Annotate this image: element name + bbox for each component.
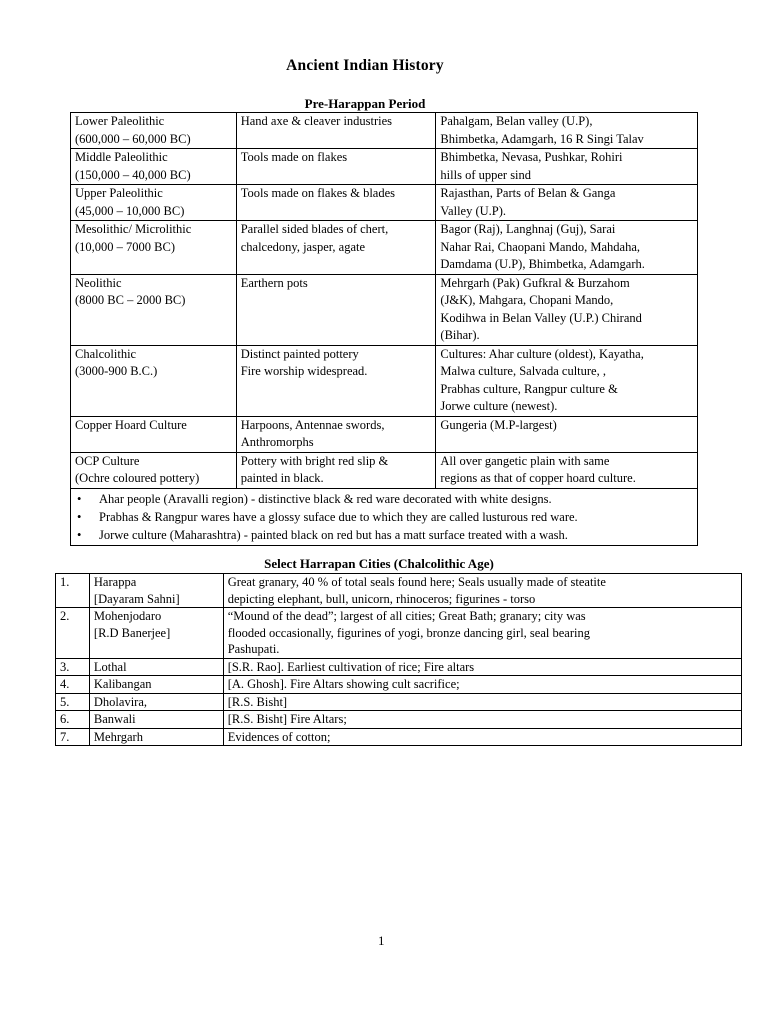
tools-cell [236, 345, 436, 416]
sites-text: (Bihar). [440, 328, 480, 342]
details-cell [223, 574, 741, 608]
period-text: (45,000 – 10,000 BC) [75, 203, 185, 218]
details-text: [A. Ghosh]. Fire Altars showing cult sacrifice; [227, 677, 460, 691]
note-item [75, 526, 693, 544]
note-text: Jorwe culture (Maharashtra) - painted black on red but has a matt surface treated with a wash. [99, 527, 568, 542]
details-text: Great granary, 40 % of total seals found here; Seals usually made of steatite [227, 575, 606, 589]
sites-text: All over gangetic plain with same [440, 453, 610, 468]
details-cell [223, 693, 741, 711]
tools-cell [236, 416, 436, 452]
tools-cell [236, 185, 436, 221]
tools-cell [236, 221, 436, 275]
sites-text: Nahar Rai, Chaopani Mando, Mahdaha, [440, 239, 641, 254]
period-text: (3000-900 B.C.) [75, 364, 158, 378]
city-cell [89, 711, 223, 729]
sites-text: Kodihwa in Belan Valley (U.P.) Chirand [440, 310, 642, 325]
city-text: [Dayaram Sahni] [93, 591, 180, 606]
period-text: Lower Paleolithic [75, 114, 165, 128]
sites-cell [436, 452, 698, 488]
note-text: Ahar people (Aravalli region) - distinctive black & red ware decorated with white designs. [99, 491, 552, 506]
tools-text: Earthern pots [240, 275, 308, 290]
details-text: [R.S. Bisht] Fire Altars; [227, 712, 347, 726]
note-item [75, 490, 693, 508]
pre-harappan-heading: Pre-Harappan Period [304, 96, 426, 111]
table-row [56, 711, 742, 729]
sites-cell [436, 416, 698, 452]
number-cell: 6. [56, 711, 90, 729]
sites-text: Bagor (Raj), Langhnaj (Guj), Sarai [440, 222, 616, 236]
details-text: [R.S. Bisht] [227, 694, 288, 709]
tools-text: Parallel sided blades of chert, [240, 222, 389, 236]
table-row [71, 149, 698, 185]
table-row [56, 608, 742, 659]
details-text: Pashupati. [227, 642, 280, 656]
city-cell [89, 574, 223, 608]
period-text: Mesolithic/ Microlithic [75, 222, 192, 236]
period-text: (600,000 – 60,000 BC) [75, 131, 191, 146]
sites-text: Jorwe culture (newest). [440, 399, 558, 413]
pre-harappan-table-body [71, 113, 698, 546]
harappan-cities-table [55, 573, 742, 746]
note-text: Prabhas & Rangpur wares have a glossy suface due to which they are called lusturous red ware. [99, 509, 578, 524]
tools-text: Tools made on flakes [240, 150, 348, 164]
tools-cell [236, 452, 436, 488]
sites-text: Cultures: Ahar culture (oldest), Kayatha, [440, 346, 644, 361]
period-cell [71, 221, 237, 275]
tools-text: Harpoons, Antennae swords, [240, 417, 385, 432]
details-text: flooded occasionally, figurines of yogi, bronze dancing girl, seal bearing [227, 625, 590, 640]
city-cell [89, 728, 223, 746]
table-row [56, 693, 742, 711]
sites-text: Rajasthan, Parts of Belan & Ganga [440, 186, 616, 200]
period-text: Neolithic [75, 275, 122, 290]
tools-text: Anthromorphs [240, 435, 314, 449]
period-cell [71, 345, 237, 416]
notes-row [71, 488, 698, 545]
table-row [71, 221, 698, 275]
tools-text: Fire worship widespread. [240, 364, 368, 378]
table-row [56, 728, 742, 746]
bullet-icon: • [77, 491, 82, 506]
period-cell [71, 416, 237, 452]
period-cell [71, 274, 237, 345]
bullet-icon: • [77, 509, 82, 524]
city-cell [89, 608, 223, 659]
sites-cell [436, 274, 698, 345]
table-row [71, 452, 698, 488]
city-text: Kalibangan [93, 677, 152, 691]
sites-text: regions as that of copper hoard culture. [440, 471, 636, 485]
harappan-cities-heading: Select Harrapan Cities (Chalcolithic Age) [264, 556, 494, 571]
page-title: Ancient Indian History [286, 57, 444, 74]
period-text: (8000 BC – 2000 BC) [75, 293, 186, 307]
tools-text: Tools made on flakes & blades [240, 186, 396, 200]
number-cell: 7. [56, 728, 90, 746]
tools-text: Hand axe & cleaver industries [240, 114, 393, 128]
table-row [71, 185, 698, 221]
note-item [75, 508, 693, 526]
notes-list [75, 490, 693, 544]
period-text: Middle Paleolithic [75, 150, 168, 164]
tools-text: chalcedony, jasper, agate [240, 239, 366, 254]
tools-cell [236, 149, 436, 185]
page-number: 1 [378, 933, 385, 948]
number-cell: 5. [56, 693, 90, 711]
city-text: Lothal [93, 659, 127, 674]
city-text: Mehrgarh [93, 729, 143, 744]
details-text: “Mound of the dead”; largest of all cities; Great Bath; granary; city was [227, 609, 586, 623]
sites-text: Malwa culture, Salvada culture, , [440, 364, 606, 378]
sites-cell [436, 345, 698, 416]
period-text: (Ochre coloured pottery) [75, 471, 200, 485]
details-cell [223, 676, 741, 694]
sites-text: Valley (U.P). [440, 203, 507, 218]
city-cell [89, 658, 223, 676]
sites-text: Bhimbetka, Adamgarh, 16 R Singi Talav [440, 131, 644, 146]
table-row [71, 416, 698, 452]
details-cell [223, 658, 741, 676]
period-cell [71, 113, 237, 149]
city-text: Mohenjodaro [93, 609, 162, 623]
sites-cell [436, 221, 698, 275]
period-text: Upper Paleolithic [75, 186, 163, 200]
tools-cell [236, 113, 436, 149]
details-text: Evidences of cotton; [227, 729, 331, 744]
tools-text: painted in black. [240, 471, 324, 485]
tools-text: Pottery with bright red slip & [240, 453, 389, 468]
city-text: [R.D Banerjee] [93, 625, 171, 640]
table-row [71, 345, 698, 416]
sites-text: (J&K), Mahgara, Chopani Mando, [440, 293, 614, 307]
number-cell: 2. [56, 608, 90, 659]
period-text: Copper Hoard Culture [75, 417, 187, 432]
table-row [71, 274, 698, 345]
period-cell [71, 149, 237, 185]
city-text: Harappa [93, 575, 137, 589]
table-row [56, 658, 742, 676]
sites-cell [436, 149, 698, 185]
sites-cell [436, 185, 698, 221]
details-cell [223, 608, 741, 659]
number-cell: 1. [56, 574, 90, 608]
table-row [56, 574, 742, 608]
pre-harappan-table [70, 112, 698, 546]
city-cell [89, 693, 223, 711]
sites-text: hills of upper sind [440, 167, 532, 182]
period-text: Chalcolithic [75, 346, 137, 361]
sites-cell [436, 113, 698, 149]
period-text: (150,000 – 40,000 BC) [75, 167, 191, 182]
city-text: Banwali [93, 712, 136, 726]
sites-text: Mehrgarh (Pak) Gufkral & Burzahom [440, 275, 630, 290]
tools-text: Distinct painted pottery [240, 346, 359, 361]
table-row [56, 676, 742, 694]
bullet-icon: • [77, 527, 82, 542]
notes-cell [71, 488, 698, 545]
city-cell [89, 676, 223, 694]
sites-text: Prabhas culture, Rangpur culture & [440, 381, 618, 396]
details-text: depicting elephant, bull, unicorn, rhinoceros; figurines - torso [227, 591, 536, 606]
period-text: (10,000 – 7000 BC) [75, 239, 175, 254]
tools-cell [236, 274, 436, 345]
period-text: OCP Culture [75, 453, 140, 468]
number-cell: 3. [56, 658, 90, 676]
period-cell [71, 452, 237, 488]
details-cell [223, 711, 741, 729]
harappan-cities-table-body [56, 574, 742, 746]
sites-text: Bhimbetka, Nevasa, Pushkar, Rohiri [440, 150, 623, 164]
sites-text: Pahalgam, Belan valley (U.P), [440, 114, 593, 128]
sites-text: Damdama (U.P), Bhimbetka, Adamgarh. [440, 257, 645, 271]
city-text: Dholavira, [93, 694, 148, 709]
details-text: [S.R. Rao]. Earliest cultivation of rice; Fire altars [227, 659, 475, 674]
period-cell [71, 185, 237, 221]
sites-text: Gungeria (M.P-largest) [440, 417, 557, 432]
table-row [71, 113, 698, 149]
details-cell [223, 728, 741, 746]
number-cell: 4. [56, 676, 90, 694]
